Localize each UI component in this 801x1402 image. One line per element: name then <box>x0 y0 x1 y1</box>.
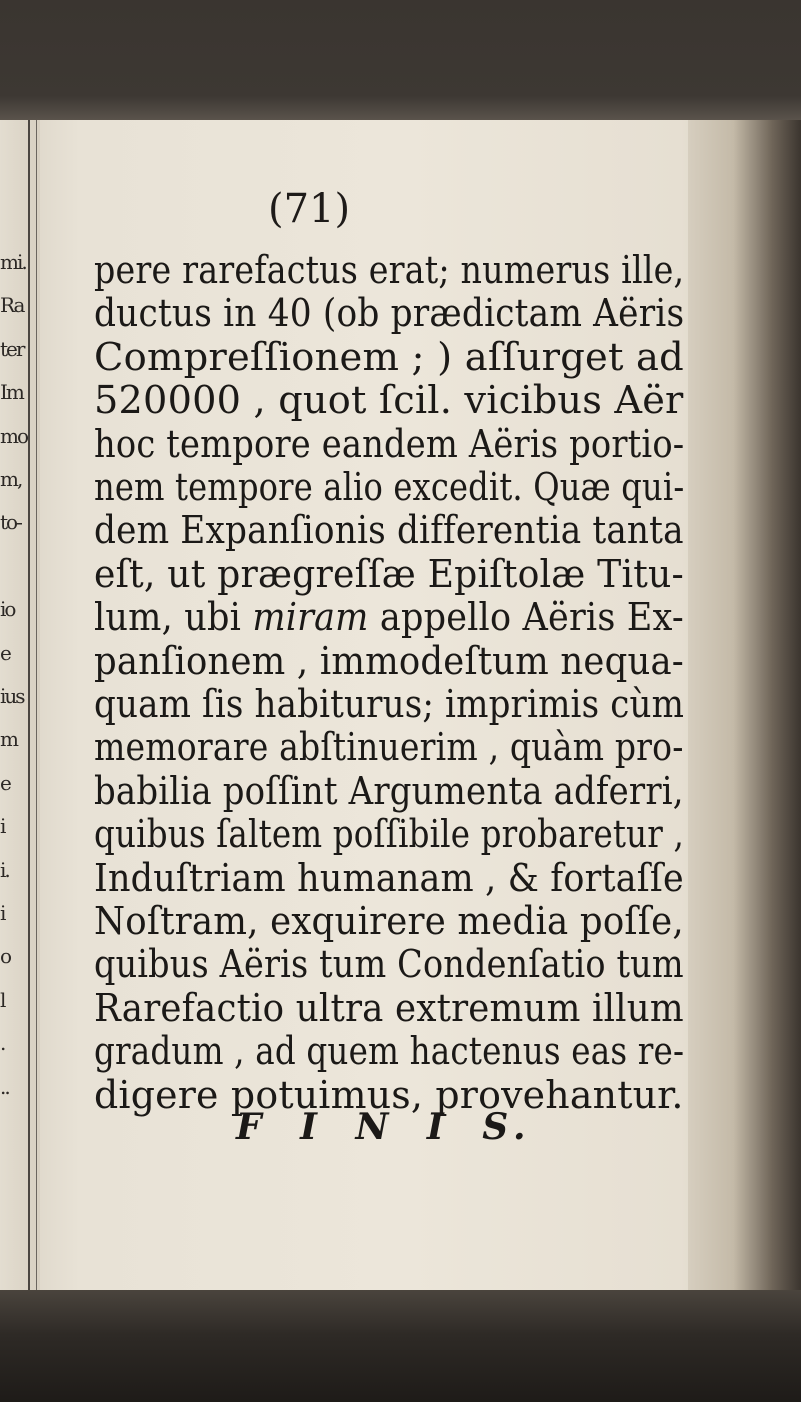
gutter-fragment: m <box>0 727 17 752</box>
text-line: quibus Aëris tum Condenſatio tum <box>94 942 684 988</box>
text-line: memorare abſtinuerim , quàm pro- <box>94 725 684 771</box>
right-page-edge <box>688 120 801 1290</box>
text-line: nem tempore alio excedit. Quæ qui- <box>94 465 685 510</box>
text-line: panſionem , immodeſtum nequa- <box>94 638 684 684</box>
text-line: digere potuimus, provehantur. <box>94 1072 684 1118</box>
gutter-fragment: mo <box>0 423 28 448</box>
gutter-fragment: . <box>0 1031 5 1056</box>
text-line: Noſtram, exquirere media poſſe, <box>94 899 684 944</box>
text-line: gradum , ad quem hactenus eas re- <box>94 1029 685 1075</box>
gutter-line <box>36 120 37 1290</box>
text-line: quam ſis habiturus; imprimis cùm <box>94 682 685 727</box>
gutter-fragment: mi. <box>0 250 26 274</box>
text-line: ductus in 40 (ob prædictam Aëris <box>94 291 685 337</box>
gutter-fragment: to- <box>0 510 21 535</box>
text-line: pere rarefactus erat; numerus ille, <box>94 248 685 293</box>
gutter-fragment: m, <box>0 467 22 491</box>
gutter-fragment: ius <box>0 684 24 708</box>
page-number: (71) <box>268 186 351 232</box>
gutter-fragment: Im <box>0 380 23 405</box>
text-line: babilia poſſint Argumenta adferri, <box>94 768 684 814</box>
gutter-fragment: io <box>0 597 15 622</box>
gutter-fragment: i <box>0 814 5 839</box>
gutter-fragment: i. <box>0 857 9 882</box>
text-line: 520000 , quot ſcil. vicibus Aër <box>94 378 684 424</box>
gutter-fragment: Ra <box>0 293 24 318</box>
gutter-fragment: e <box>0 770 10 795</box>
gutter-fragment: .. <box>0 1074 9 1099</box>
text-line: Rarefactio ultra extremum illum <box>94 985 684 1031</box>
gutter-fragment: e <box>0 640 10 665</box>
gutter-fragment: o <box>0 944 11 969</box>
gutter-fragment: i <box>0 901 5 925</box>
text-line: Compreſſionem ; ) aſſurget ad <box>94 334 684 380</box>
finis: F I N I S. <box>236 1106 532 1148</box>
left-gutter <box>0 120 40 1290</box>
gutter-fragment: l <box>0 987 5 1012</box>
top-shadow <box>0 0 801 120</box>
bottom-shadow <box>0 1290 801 1402</box>
text-line: dem Expanſionis differentia tanta <box>94 508 684 554</box>
text-line: eſt, ut prægreſſæ Epiſtolæ Titu- <box>94 551 684 597</box>
gutter-fragment: ter <box>0 336 24 361</box>
text-line: hoc tempore eandem Aëris portio- <box>94 421 685 467</box>
text-line: lum, ubi miram appello Aëris Ex- <box>94 595 684 641</box>
text-line: quibus ſaltem poſſibile probaretur , <box>94 812 685 858</box>
text-line: Induſtriam humanam , & fortaſſe <box>94 855 684 901</box>
